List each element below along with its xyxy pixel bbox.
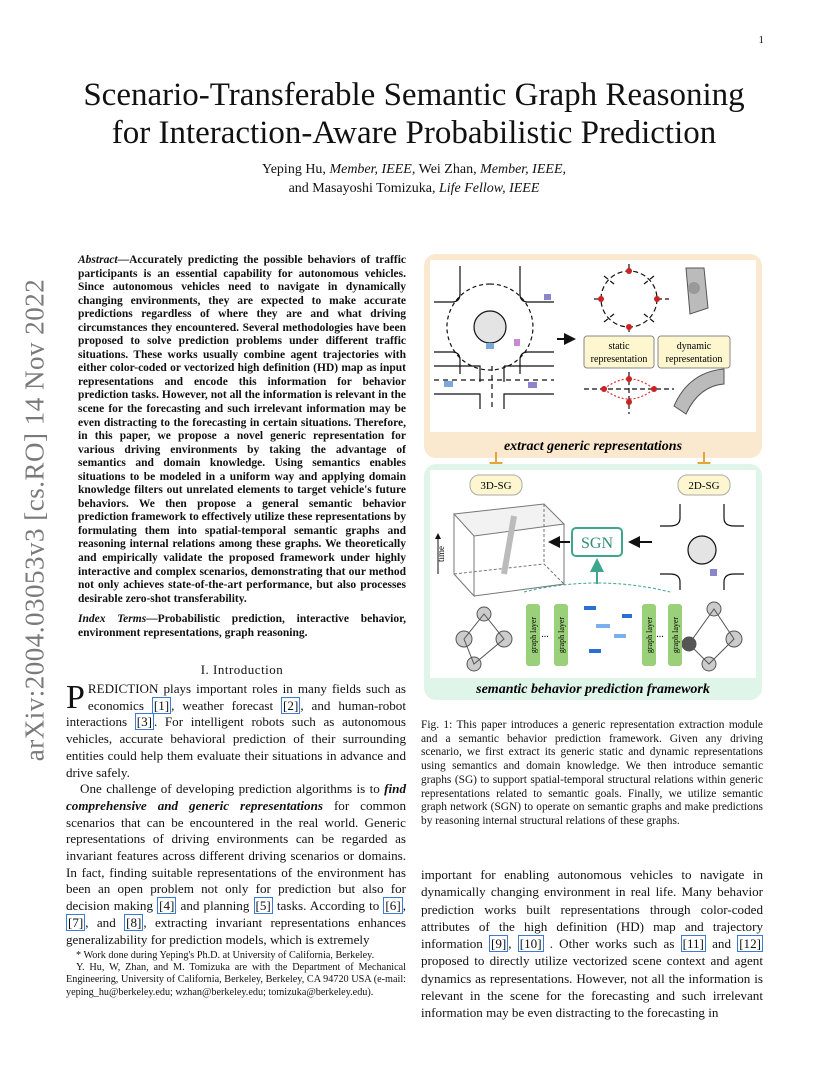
text-run: , and human-robot interactions bbox=[66, 697, 406, 730]
author-name: Wei Zhan, bbox=[418, 162, 477, 177]
citation-link[interactable]: [3] bbox=[136, 714, 152, 730]
author-line-1 bbox=[120, 160, 708, 179]
car-icon bbox=[710, 569, 717, 576]
footnote-2: Y. Hu, W, Zhan, and M. Tomizuka are with the Department of Mechanical Engineering, University of California, Berkeley, Berkeley, CA 94720 USA (e-mail: yeping_hu@berkeley.edu; wzhan@berkeley.edu; tomizuka@berkeley.edu). bbox=[66, 962, 406, 998]
text-run: One challenge of developing prediction algorithms is to bbox=[80, 781, 385, 797]
agent-node bbox=[688, 282, 700, 294]
citation-link[interactable]: [10] bbox=[519, 936, 542, 952]
title-line-2: for Interaction-Aware Probabilistic Prediction bbox=[111, 115, 717, 151]
dynamic-label: dynamic bbox=[676, 341, 712, 352]
title-line-1: Scenario-Transferable Semantic Graph Reasoning bbox=[83, 77, 745, 113]
author-line-2 bbox=[120, 179, 708, 198]
car-icon bbox=[514, 339, 520, 346]
abstract-text: —Accurately predicting the possible behaviors of traffic participants is an essential capability for autonomous vehicles. Since autonomous vehicles need to navigate in dynamically changing environments, they are expected to make accurate predictions regardless of where they are and what driving circumstances they encountered. Several methodologies have been proposed to solve prediction problems under different traffic situations. These works usually combine agent trajectories with either color-coded or vectorized high definition (HD) map as input representations and encode this information for behavior prediction tasks. However, not all the information is relevant in the scene for the forecasting and such irrelevant information may be even distracting to the forecasting in certain situations. Therefore, in this paper, we propose a novel generic representation for various driving environments by taking the advantage of semantics and domain knowledge. Using semantics enables situations to be modeled in a uniform way and applying domain knowledge filters out unrelated elements to target vehicle's future behaviors. We then propose a general semantic behavior prediction framework to effectively utilize these representations by formulating them into spatial-temporal semantic graphs and reasoning internal relations among these graphs. We theoretically and empirically validate the proposed framework under highly interactive and complex scenarios, demonstrating that our method not only achieves state-of-the-art performance, but also processes desirable zero-shot transferability. bbox=[78, 254, 406, 605]
ellipsis: ... bbox=[656, 629, 664, 640]
section-heading: I. Introduction bbox=[200, 662, 284, 677]
graph-layer-label: graph layer bbox=[557, 616, 566, 654]
citation-link[interactable]: [8] bbox=[126, 914, 142, 930]
static-label: representation bbox=[590, 354, 648, 365]
text-run: , and bbox=[85, 914, 125, 930]
graph-layer-label: graph layer bbox=[645, 616, 654, 654]
intro-paragraph-1 bbox=[66, 681, 406, 781]
author-role: Life Fellow, IEEE bbox=[438, 181, 540, 196]
footnote bbox=[66, 950, 406, 999]
sgn-label: SGN bbox=[580, 535, 614, 552]
author-name: and Masayoshi Tomizuka, bbox=[288, 181, 436, 196]
intro-body bbox=[66, 681, 406, 948]
author-role: Member, IEEE, bbox=[480, 162, 566, 177]
citation-link[interactable]: [1] bbox=[153, 697, 170, 713]
citation-link[interactable]: [7] bbox=[68, 914, 84, 930]
citation-link[interactable]: [5] bbox=[255, 898, 271, 914]
intro-paragraph-2 bbox=[66, 781, 406, 948]
text-run: . For intelligent robots such as autonomous vehicles, accurate behavioral prediction of their surrounding entities could help them evaluate their situations in advance and drive safely. bbox=[66, 714, 406, 780]
footnote-1: * Work done during Yeping's Ph.D. at University of California, Berkeley. bbox=[76, 950, 375, 961]
citation-link[interactable]: [4] bbox=[159, 898, 175, 914]
text-run: tasks. According to bbox=[272, 898, 384, 914]
index-terms-text: —Probabilistic prediction, interactive behavior, environment representations, graph reasoning. bbox=[78, 613, 406, 639]
text-run: and bbox=[705, 936, 738, 952]
text-run: , weather forecast bbox=[171, 697, 282, 713]
sg2d-label: 2D-SG bbox=[688, 480, 720, 492]
car-icon bbox=[528, 382, 537, 388]
index-terms bbox=[78, 613, 406, 640]
text-run: , bbox=[402, 898, 406, 914]
dynamic-label: representation bbox=[665, 354, 723, 365]
text-run: proposed to directly utilize vectorized scene context and agent dynamics as representations. However, not all the information is relevant in the scene for the forecasting and such irrelevant information may be even distracting to the forecasting in bbox=[421, 953, 763, 1021]
text-run: REDICTION plays important roles in many fields such as economics bbox=[87, 681, 406, 713]
text-run: and planning bbox=[176, 898, 254, 914]
graph-layer-label: graph layer bbox=[671, 616, 680, 654]
framework-canvas bbox=[430, 470, 756, 678]
text-run: , bbox=[508, 936, 518, 952]
car-icon bbox=[444, 381, 453, 387]
graph-layer-label: graph layer bbox=[529, 616, 538, 654]
citation-link[interactable]: [9] bbox=[491, 936, 507, 952]
citation-link[interactable]: [2] bbox=[283, 697, 299, 713]
author-role: Member, IEEE, bbox=[329, 162, 416, 177]
page-number: 1 bbox=[758, 34, 764, 46]
car-icon bbox=[544, 294, 551, 300]
index-terms-label: Index Terms bbox=[78, 613, 147, 625]
author-list bbox=[120, 160, 708, 198]
drop-cap: P bbox=[66, 679, 85, 716]
emphasis-text: find comprehensive and generic representations bbox=[66, 781, 406, 813]
abstract-label: Abstract bbox=[78, 254, 118, 266]
figure-1 bbox=[424, 254, 762, 700]
sg3d-label: 3D-SG bbox=[480, 480, 512, 492]
static-label: static bbox=[608, 341, 630, 352]
text-run: for common scenarios that can be encountered in the real world. Generic representations of driving environments can be regarded as invariant features across different driving scenarios or domains. In fact, finding suitable representations of the environment has been an open problem not only for prediction but also for decision making bbox=[66, 797, 407, 914]
text-run: important for enabling autonomous vehicles to navigate in dynamically changing environment in real life. Many behavior prediction works built representations through color-coded attributes of the high definition (HD) map and trajectory information bbox=[421, 867, 763, 952]
right-column-text bbox=[421, 866, 763, 1022]
time-axis-label: time bbox=[436, 546, 446, 562]
ellipsis: ... bbox=[541, 629, 549, 640]
citation-link[interactable]: [12] bbox=[739, 936, 762, 952]
figure-diagram bbox=[424, 254, 762, 700]
citation-link[interactable]: [11] bbox=[682, 936, 704, 952]
figure-caption: Fig. 1: This paper introduces a generic representation extraction module and a semantic behavior prediction framework. Given any driving scenario, we first extract its generic static and dynamic representations using semantics and domain knowledge. We then introduce semantic graphs (SG) to support spatial-temporal structural relations within generic representations related to semantic goals. Finally, we utilize semantic graph network (SGN) to operate on semantic graphs and make predictions by reasoning internal structural relations of these graphs. bbox=[421, 719, 763, 827]
arxiv-id: arXiv:2004.03053v3 [cs.RO] 14 Nov 2022 bbox=[19, 278, 50, 762]
text-run: . Other works such as bbox=[543, 936, 681, 952]
bottom-banner: semantic behavior prediction framework bbox=[476, 682, 710, 697]
author-name: Yeping Hu, bbox=[262, 162, 326, 177]
top-banner: extract generic representations bbox=[503, 439, 683, 454]
car-icon bbox=[486, 343, 494, 349]
paper-title bbox=[70, 76, 758, 152]
text-run: , extracting invariant representations enhances generalizability for prediction models, which is extremely bbox=[66, 914, 406, 947]
citation-link[interactable]: [6] bbox=[385, 898, 401, 914]
abstract bbox=[78, 254, 406, 606]
arxiv-sidebar-stamp bbox=[10, 275, 60, 765]
